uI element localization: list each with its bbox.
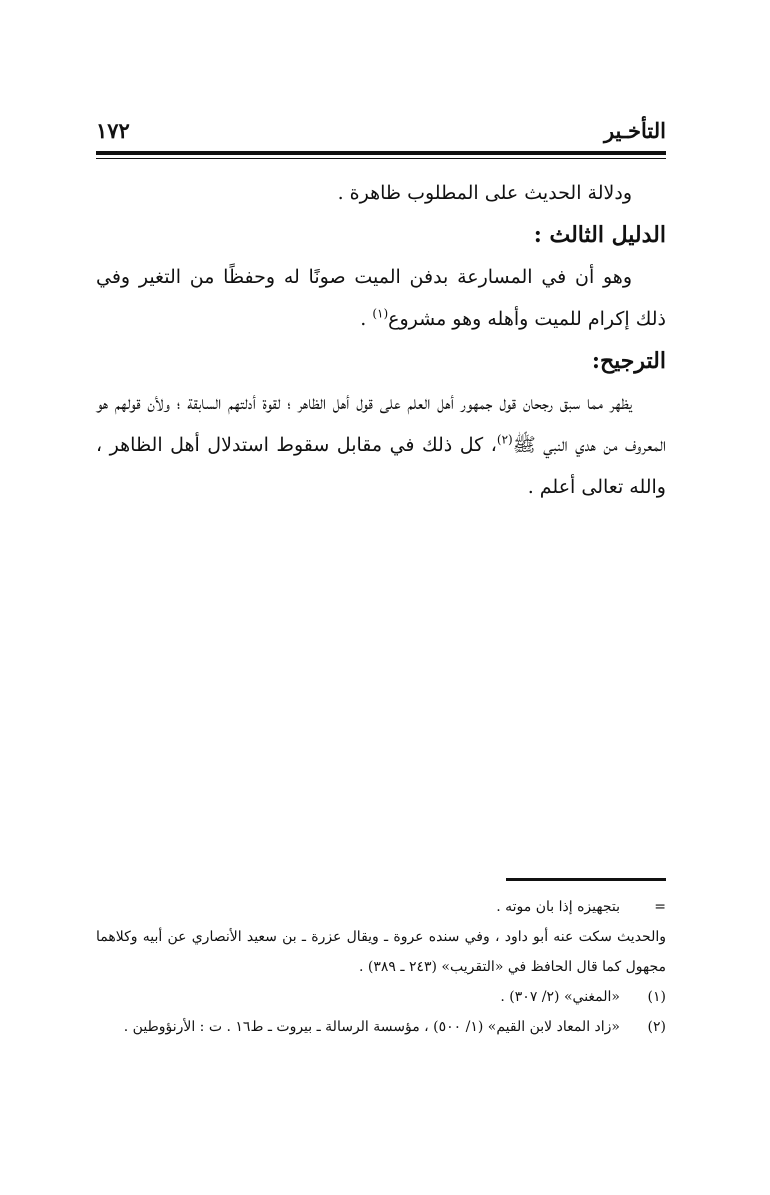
footnotes	[96, 892, 666, 1042]
header-rule-thick	[96, 151, 666, 155]
main-text	[96, 172, 666, 508]
footnote-ref-2[interactable]: (٢)	[496, 432, 513, 447]
paragraph-text: يظهر مما سبق رجحان قول جمهور أهل العلم على قول أهل الظاهر ؛ لقوة أدلتهم السابقة ؛ ولأن قولهم هو المعروف من هدي النبي ﷺ	[96, 392, 667, 456]
footnote-item	[96, 1012, 666, 1042]
paragraph-evidence-conclusion: ودلالة الحديث على المطلوب ظاهرة .	[337, 182, 632, 204]
page-number: ١٧٢	[96, 118, 130, 143]
paragraph-preference	[96, 382, 666, 508]
footnote-continuation-text: بتجهيزه إذا بان موته .	[496, 899, 620, 915]
footnote-number: (٢)	[647, 1019, 666, 1035]
footnote-item	[96, 982, 666, 1012]
footnote-number: (١)	[647, 989, 666, 1005]
continuation-mark: =	[654, 899, 666, 915]
footnote-text: «المغني» (٢/ ٣٠٧) .	[500, 989, 620, 1005]
paragraph-text-continued: ، كل ذلك في مقابل سقوط استدلال أهل الظاهر ، والله تعالى أعلم .	[96, 434, 666, 498]
footnote-text: «زاد المعاد لابن القيم» (١/ ٥٠٠) ، مؤسسة الرسالة ـ بيروت ـ ط١٦ . ت : الأرنؤوطين .	[123, 1019, 620, 1035]
heading-third-evidence: الدليل الثالث :	[533, 222, 666, 248]
footnote-ref-1[interactable]: (١)	[372, 306, 389, 321]
footnote-hadith-note: والحديث سكت عنه أبو داود ، وفي سنده عروة ـ ويقال عزرة ـ بن سعيد الأنصاري عن أبيه وكلاهما مجهول كما قال الحافظ في «التقريب» (٢٤٣ ـ ٣٨٩) .	[96, 929, 666, 975]
paragraph-text: وهو أن في المسارعة بدفن الميت صونًا له وحفظًا من التغير وفي ذلك إكرام للميت وأهله وهو مشروع	[96, 266, 666, 330]
heading-preference: الترجيح:	[591, 348, 666, 374]
paragraph-third-evidence	[96, 256, 666, 340]
paragraph-end: .	[360, 308, 373, 330]
header-rule-thin	[96, 158, 666, 159]
running-header	[96, 118, 666, 148]
footnote-separator	[506, 878, 666, 881]
chapter-title: التأخـير	[603, 118, 666, 143]
footnote-continuation	[96, 892, 666, 922]
